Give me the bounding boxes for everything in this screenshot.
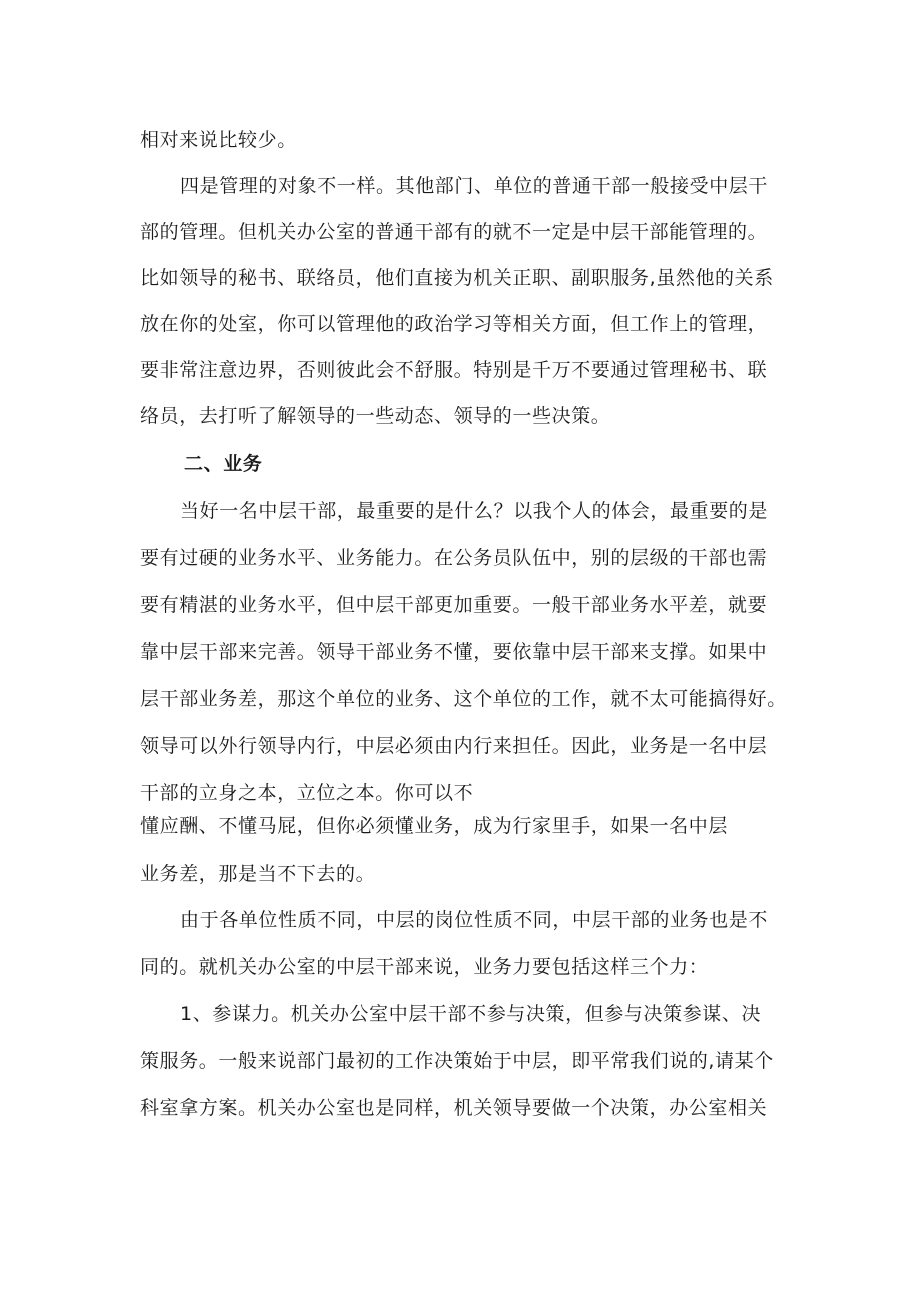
paragraph-line: 四是管理的对象不一样。其他部门、单位的普通干部一般接受中层干: [180, 175, 769, 197]
paragraph-line: 同的。就机关办公室的中层干部来说，业务力要包括这样三个力：: [140, 956, 709, 978]
paragraph-line: 比如领导的秘书、联络员，他们直接为机关正职、副职服务,虽然他的关系: [140, 267, 774, 289]
paragraph-line: 干部的立身之本，立位之本。你可以不: [140, 782, 474, 804]
paragraph-line: 1、参谋力。机关办公室中层干部不参与决策，但参与决策参谋、决: [180, 1003, 762, 1025]
paragraph-line: 靠中层干部来完善。领导干部业务不懂，要依靠中层干部来支撑。如果中: [140, 641, 768, 663]
paragraph-line: 放在你的处室，你可以管理他的政治学习等相关方面，但工作上的管理，: [140, 313, 768, 335]
paragraph-line: 络员，去打听了解领导的一些动态、领导的一些决策。: [140, 405, 611, 427]
paragraph-line: 要非常注意边界，否则彼此会不舒服。特别是千万不要通过管理秘书、联: [140, 359, 768, 381]
paragraph-line: 层干部业务差，那这个单位的业务、这个单位的工作，就不太可能搞得好。: [140, 688, 787, 710]
paragraph-line: 相对来说比较少。: [140, 129, 297, 151]
section-heading: 二、业务: [184, 453, 263, 475]
paragraph-line: 要有精湛的业务水平，但中层干部更加重要。一般干部业务水平差，就要: [140, 594, 768, 616]
paragraph-line: 当好一名中层干部，最重要的是什么？以我个人的体会，最重要的是: [180, 500, 769, 522]
paragraph-line: 部的管理。但机关办公室的普通干部有的就不一定是中层干部能管理的。: [140, 221, 768, 243]
paragraph-line: 策服务。一般来说部门最初的工作决策始于中层，即平常我们说的,请某个: [140, 1050, 774, 1072]
paragraph-line: 由于各单位性质不同，中层的岗位性质不同，中层干部的业务也是不: [180, 909, 769, 931]
paragraph-line: 业务差，那是当不下去的。: [140, 863, 376, 885]
paragraph-line: 领导可以外行领导内行，中层必须由内行来担任。因此，业务是一名中层: [140, 735, 768, 757]
paragraph-line: 要有过硬的业务水平、业务能力。在公务员队伍中，别的层级的干部也需: [140, 547, 768, 569]
paragraph-line: 懂应酬、不懂马屁，但你必须懂业务，成为行家里手，如果一名中层: [140, 815, 729, 837]
paragraph-line: 科室拿方案。机关办公室也是同样，机关领导要做一个决策，办公室相关: [140, 1097, 768, 1119]
